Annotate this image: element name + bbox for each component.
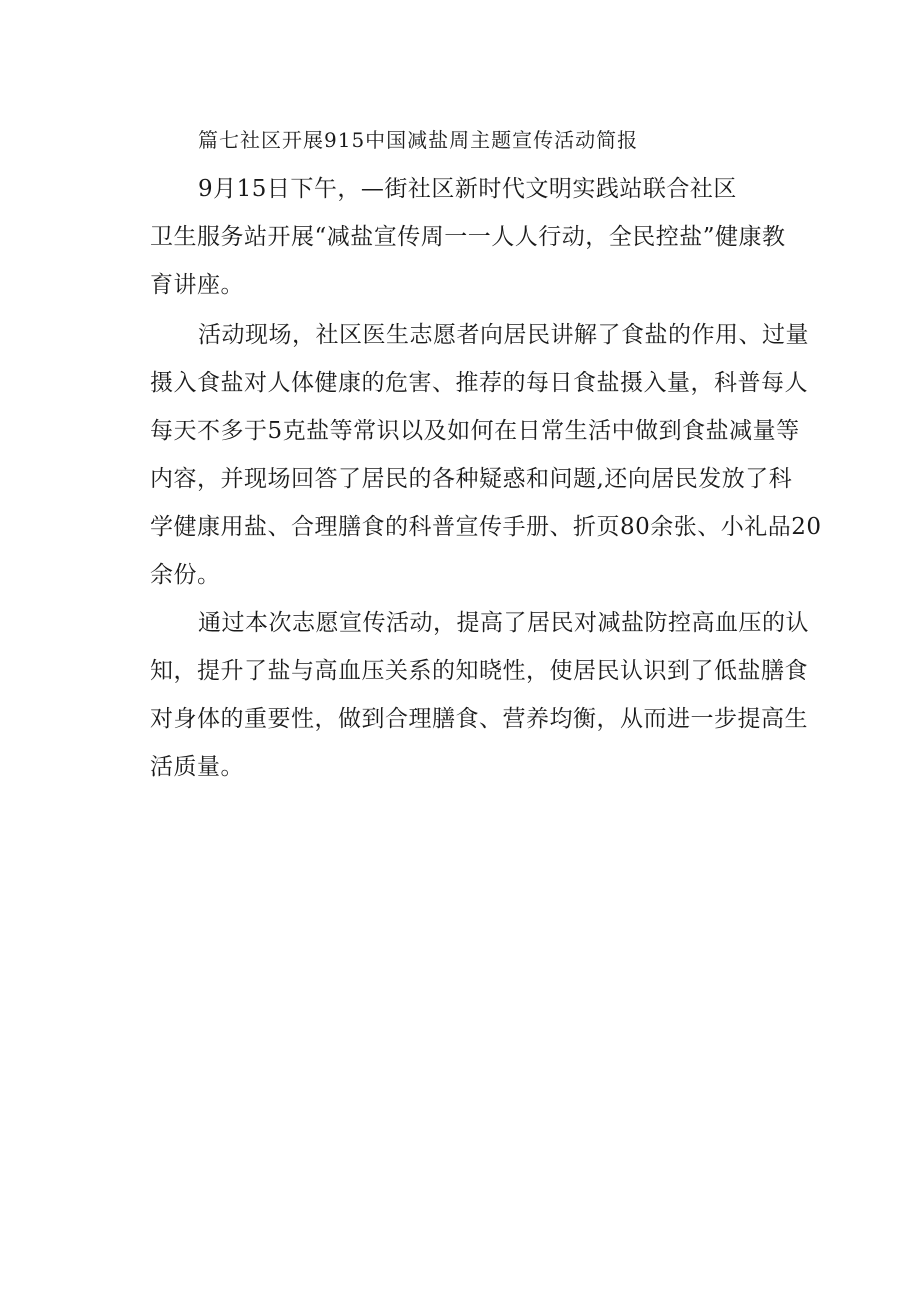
paragraph-3-line-2: 知，提升了盐与高血压关系的知晓性，使居民认识到了低盐膳食 [150, 658, 808, 684]
document-title: 篇七社区开展915中国减盐周主题宣传活动简报 [198, 128, 639, 152]
paragraph-2-line-1: 活动现场，社区医生志愿者向居民讲解了食盐的作用、过量 [198, 322, 809, 348]
paragraph-2-line-5: 学健康用盐、合理膳食的科普宣传手册、折页80余张、小礼品20 [150, 514, 822, 540]
paragraph-1-line-1: 9月15日下午，—街社区新时代文明实践站联合社区 [198, 176, 737, 202]
paragraph-2-line-3: 每天不多于5克盐等常识以及如何在日常生活中做到食盐减量等 [150, 418, 800, 444]
paragraph-3-line-3: 对身体的重要性，做到合理膳食、营养均衡，从而进一步提高生 [150, 706, 808, 732]
paragraph-1-line-2: 卫生服务站开展“减盐宣传周一一人人行动，全民控盐”健康教 [150, 224, 786, 250]
paragraph-2-line-2: 摄入食盐对人体健康的危害、推荐的每日食盐摄入量，科普每人 [150, 370, 808, 396]
paragraph-2-line-6: 余份。 [150, 562, 221, 588]
paragraph-2-line-4: 内容，并现场回答了居民的各种疑惑和问题,还向居民发放了科 [150, 466, 793, 492]
paragraph-1-line-3: 育讲座。 [150, 272, 244, 298]
paragraph-3-line-1: 通过本次志愿宣传活动，提高了居民对减盐防控高血压的认 [198, 610, 809, 636]
paragraph-3-line-4: 活质量。 [150, 754, 244, 780]
